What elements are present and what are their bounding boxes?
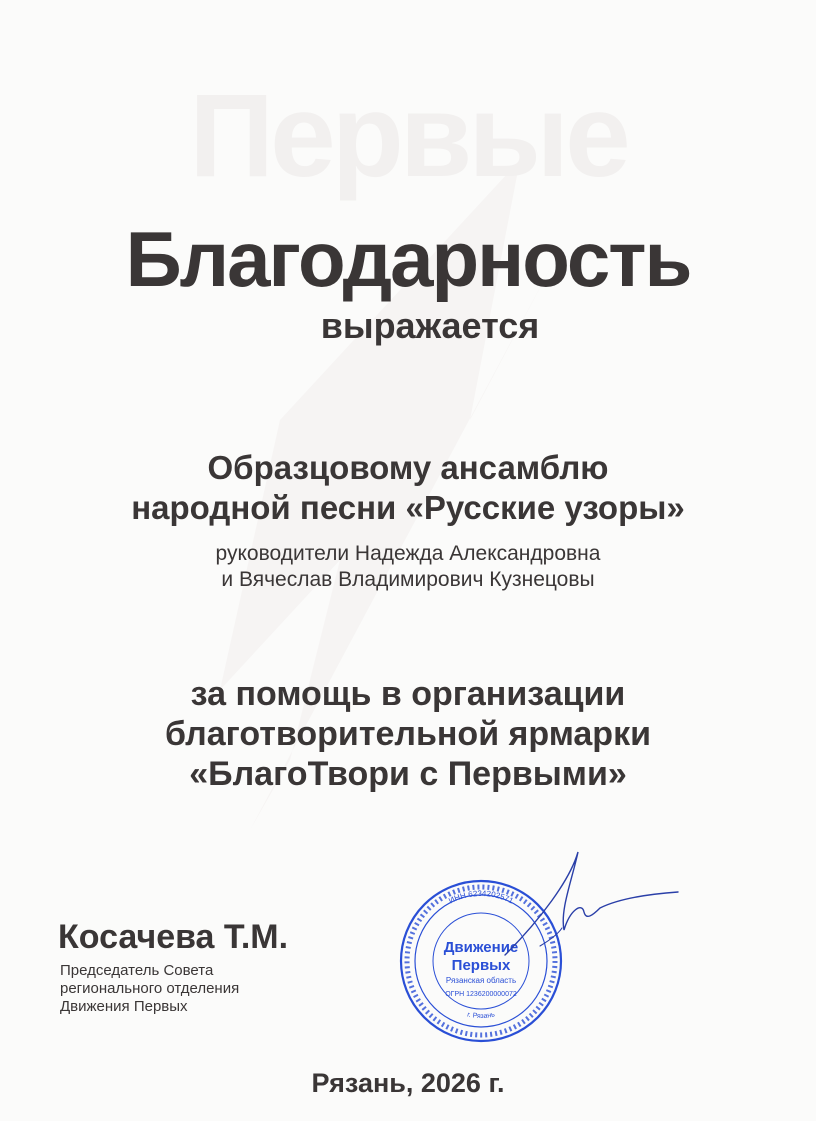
leaders-line: руководители Надежда Александровна (215, 542, 601, 565)
leaders-line: и Вячеслав Владимирович Кузнецовы (221, 568, 595, 591)
leaders-block (0, 541, 816, 593)
signer-position-line: Движения Первых (60, 998, 188, 1015)
document-title: Благодарность (125, 215, 691, 303)
place-and-year: Рязань, 2026 г. (311, 1068, 505, 1098)
signer-position (60, 962, 239, 1016)
signer-position-line: Председатель Совета (60, 962, 214, 979)
stamp-ogrn: ОГРН 1236200000072 (445, 991, 517, 998)
stamp-name-line: Движение (443, 939, 519, 956)
reason-block (0, 674, 816, 794)
stamp-inn: ИНН 6234202571 (447, 888, 515, 906)
reason-line: «БлагоТвори с Первыми» (189, 755, 627, 793)
watermark-text: Первые (189, 70, 627, 202)
document-subtitle: выражается (320, 305, 540, 346)
recipient-line: народной песни «Русские узоры» (131, 489, 685, 526)
signer-position-line: регионального отделения (60, 980, 240, 997)
reason-line: благотворительной ярмарки (164, 715, 651, 753)
stamp-name-line: Первых (451, 957, 511, 974)
reason-line: за помощь в организации (190, 675, 626, 713)
signer-name: Косачева Т.М. (58, 918, 289, 956)
recipient-block (0, 448, 816, 528)
stamp-region: Рязанская область (445, 976, 517, 985)
recipient-line: Образцовому ансамблю (207, 449, 609, 486)
stamp-city: г. Рязань (466, 1011, 496, 1021)
handwritten-signature (500, 850, 680, 960)
